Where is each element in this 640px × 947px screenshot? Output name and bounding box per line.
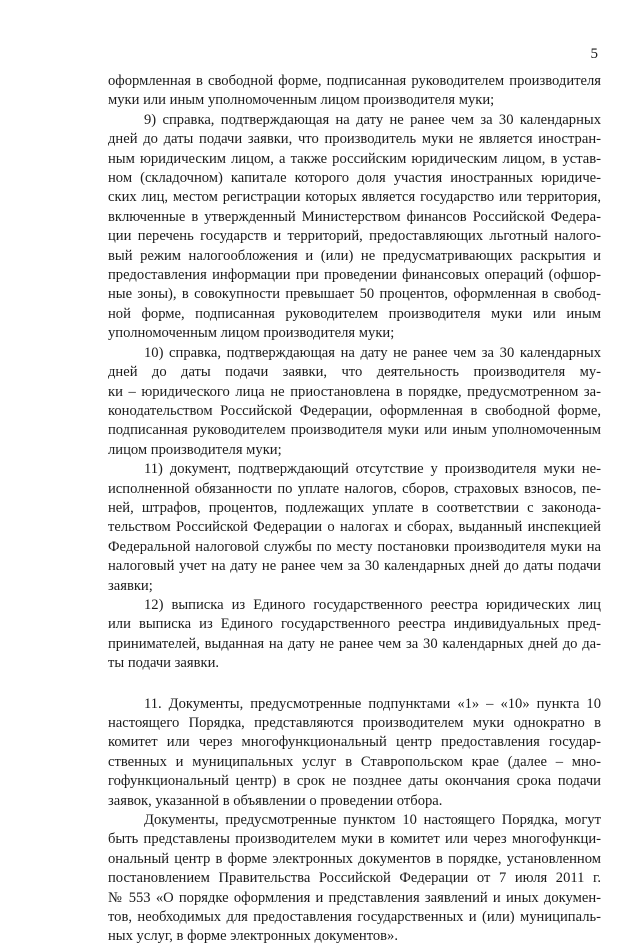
text-line: конодательством Российской Федерации, оформленная в свободной форме, (108, 402, 601, 419)
text-line: ты подачи заявки. (108, 655, 220, 672)
text-line: ственных и муниципальных услуг в Ставропольском крае (далее – мно- (108, 753, 601, 770)
text-line: заявок, указанной в объявлении о проведении отбора. (108, 792, 443, 809)
text-line: ном (складочном) капитале которого доля участия иностранных юридиче- (108, 170, 601, 187)
text-line: ции перечень государств и территорий, предоставляющих льготный налого- (108, 228, 601, 245)
text-line: 9) справка, подтверждающая на дату не ранее чем за 30 календарных (144, 111, 601, 128)
text-line: № 553 «О порядке оформления и представления заявлений и иных докумен- (108, 889, 601, 906)
document-body (108, 72, 601, 947)
text-line: комитет или через многофункциональный центр предоставления государ- (108, 734, 601, 751)
text-line: Документы, предусмотренные пунктом 10 настоящего Порядка, могут (144, 812, 601, 829)
text-line: ной форме, подписанная руководителем производителя муки или иным (108, 305, 601, 322)
text-line: Федеральной налоговой службы по месту постановки производителя муки на (108, 538, 601, 555)
page-number: 5 (590, 46, 598, 62)
text-line: тов, необходимых для предоставления государственных и (или) муниципаль- (108, 909, 601, 926)
text-line: 12) выписка из Единого государственного реестра юридических лиц (144, 596, 601, 613)
text-line: ным юридическим лицом, а также российским юридическим лицом, в устав- (108, 150, 601, 167)
text-line: предоставления информации при проведении финансовых операций (офшор- (108, 267, 601, 284)
text-line: оформленная в свободной форме, подписанная руководителем производителя (108, 73, 601, 89)
paragraph-gap (108, 674, 601, 695)
text-line: гофункциональный центр) в срок не позднее даты окончания срока подачи (108, 773, 601, 790)
text-line: налоговый учет на дату не ранее чем за 30 календарных дней до даты подачи (108, 558, 601, 575)
text-line: постановлением Правительства Российской Федерации от 7 июля 2011 г. (108, 870, 601, 887)
text-line: вый режим налогообложения и (или) не предусматривающих раскрытия и (108, 247, 601, 264)
text-line: ки – юридического лица не приостановлена в порядке, предусмотренном за- (108, 383, 601, 400)
text-line: муки или иным уполномоченным лицом производителя муки; (108, 92, 495, 109)
text-line: включенные в утвержденный Министерством финансов Российской Федера- (108, 208, 601, 225)
text-line: ональный центр в форме электронных документов в порядке, установленном (108, 850, 601, 867)
text-line: настоящего Порядка, представляются производителем муки однократно в (108, 715, 601, 731)
text-line: или выписка из Единого государственного реестра индивидуальных пред- (108, 616, 601, 633)
text-line: ные зоны), в совокупности превышает 50 процентов, оформленная в свобод- (108, 286, 601, 303)
text-line: подписанная руководителем производителя муки или иным уполномоченным (108, 422, 601, 439)
text-line: заявки; (108, 577, 153, 594)
text-line: 11. Документы, предусмотренные подпунктами «1» – «10» пункта 10 (144, 695, 601, 712)
text-line: лицом производителя муки; (108, 441, 282, 458)
text-line: принимателей, выданная на дату не ранее чем за 30 календарных дней до да- (108, 635, 601, 652)
text-line: ных услуг, в форме электронных документов». (108, 928, 399, 945)
text-line: дней до даты подачи заявки, что производитель муки не является иностран- (108, 131, 601, 148)
text-line: дней до даты подачи заявки, что деятельность производителя му- (108, 364, 601, 381)
text-line: уполномоченным лицом производителя муки; (108, 325, 395, 342)
text-line: 10) справка, подтверждающая на дату не ранее чем за 30 календарных (144, 344, 601, 361)
text-line: 11) документ, подтверждающий отсутствие у производителя муки не- (144, 461, 601, 478)
text-line: ней, штрафов, процентов, подлежащих уплате в соответствии с законода- (108, 499, 601, 516)
text-line: быть представлены производителем муки в комитет или через многофункци- (108, 831, 601, 848)
text-line: тельством Российской Федерации о налогах и сборах, выданный инспекцией (108, 519, 601, 536)
text-line: исполненной обязанности по уплате налогов, сборов, страховых взносов, пе- (108, 480, 601, 497)
text-line: ских лиц, местом регистрации которых является государство или территория, (108, 189, 601, 206)
